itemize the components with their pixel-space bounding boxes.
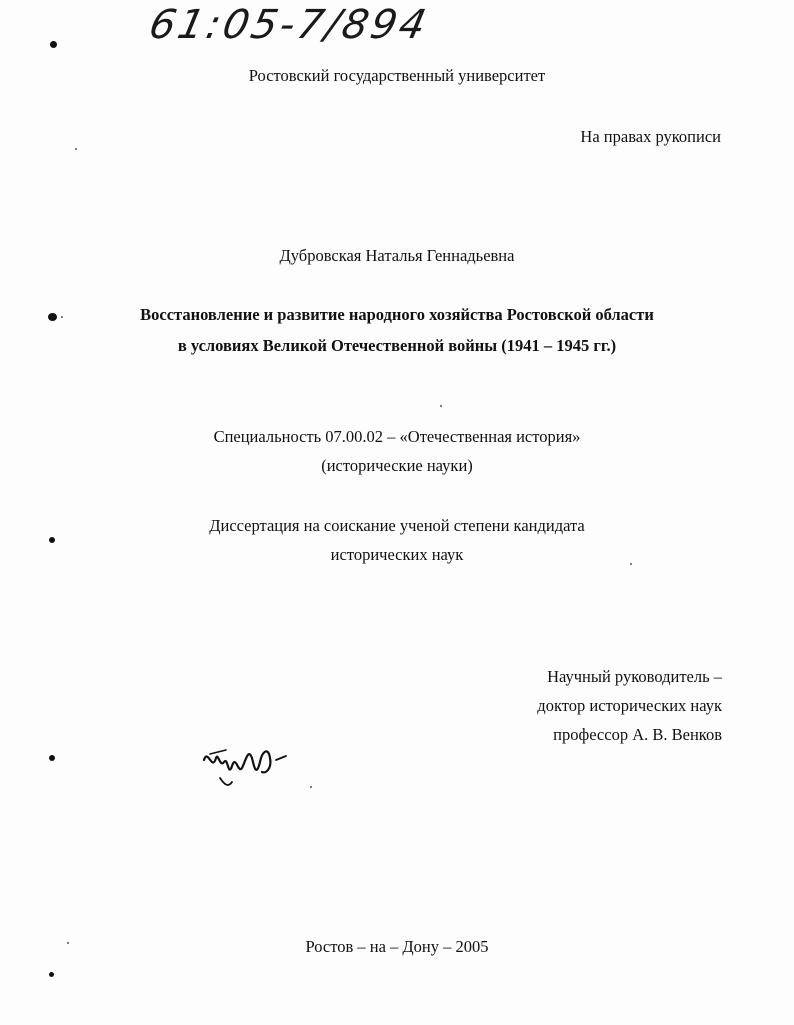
binder-hole-mark xyxy=(49,972,54,977)
supervisor-line-2: доктор исторических наук xyxy=(537,696,722,715)
signature-icon xyxy=(198,738,298,798)
specialty-line-2: (исторические науки) xyxy=(321,456,473,475)
supervisor-line-1: Научный руководитель – xyxy=(547,667,722,686)
dissertation-title-line-1: Восстановление и развитие народного хозяйства Ростовской области xyxy=(140,305,654,324)
binder-hole-mark xyxy=(49,537,55,543)
author-name: Дубровская Наталья Геннадьевна xyxy=(279,246,515,265)
dissertation-title-line-2: в условиях Великой Отечественной войны (1941 – 1945 гг.) xyxy=(177,336,617,355)
university-name: Ростовский государственный университет xyxy=(248,66,546,85)
supervisor-line-3: профессор А. В. Венков xyxy=(553,725,722,744)
degree-line-2: исторических наук xyxy=(330,545,464,564)
binder-hole-mark xyxy=(49,755,55,761)
specialty-line-1: Специальность 07.00.02 – «Отечественная история» xyxy=(213,427,581,446)
scan-speck xyxy=(75,148,77,150)
archive-number: 61:05-7/894 xyxy=(145,2,433,48)
scan-speck xyxy=(440,405,442,407)
scan-speck xyxy=(310,786,312,788)
degree-line-1: Диссертация на соискание ученой степени кандидата xyxy=(209,516,585,535)
place-and-year: Ростов – на – Дону – 2005 xyxy=(305,937,489,956)
rights-note: На правах рукописи xyxy=(580,127,721,146)
binder-hole-mark xyxy=(50,41,57,48)
